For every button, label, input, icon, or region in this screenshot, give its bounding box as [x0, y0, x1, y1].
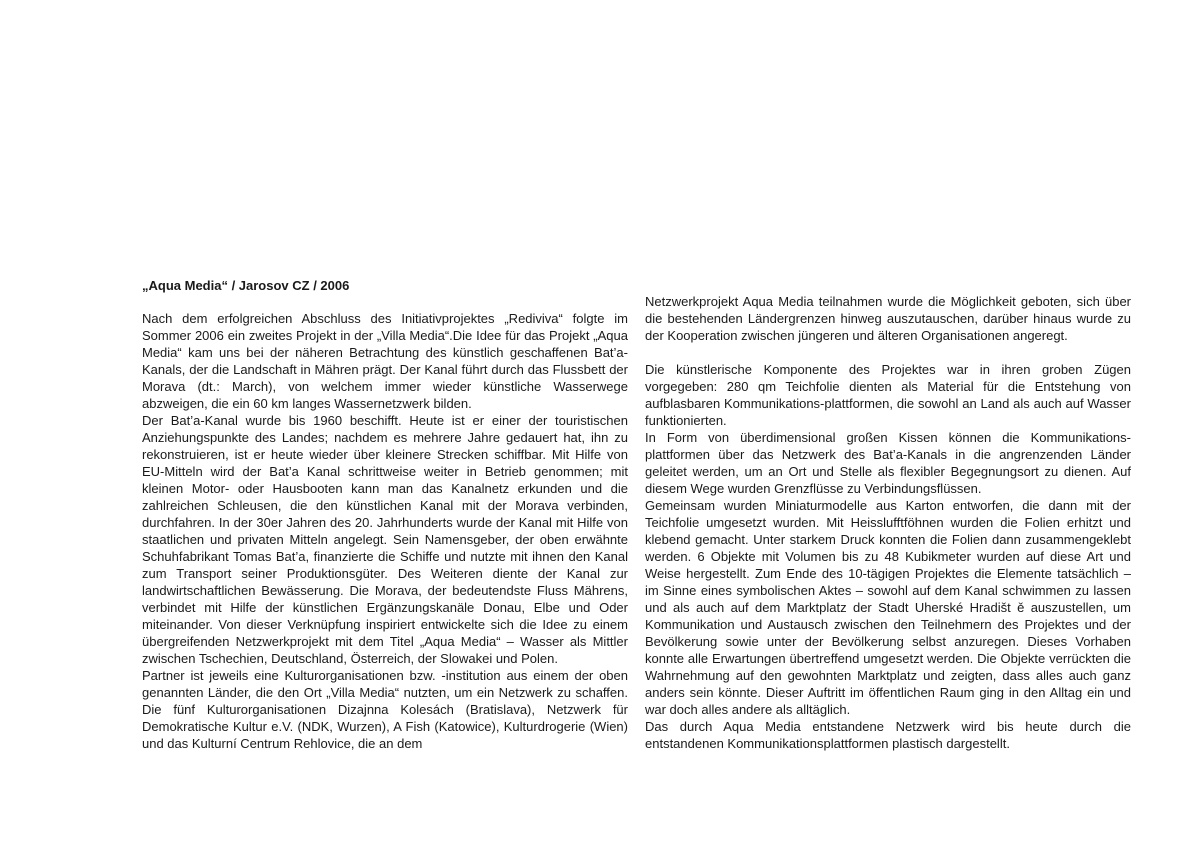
paragraph-artistic-component: Die künstlerische Komponente des Projektes war in ihren groben Zügen vorgegeben: 280 qm Teichfolie dienten als Material für die Entstehung von aufblasbaren Kommunikations-plattformen, die sowohl an Land als auch auf Wasser funktionierten.	[645, 362, 1131, 428]
paragraph-bata-canal: Der Bat’a-Kanal wurde bis 1960 beschifft. Heute ist er einer der touristischen Anziehungspunkte des Landes; nachdem es mehrere Jahre gedauert hat, ihn zu rekonstruieren, ist er heute wieder über kleinere Strecken schiffbar. Mit Hilfe von EU-Mitteln wird der Bat’a Kanal schrittweise weiter in Betrieb genommen; mit kleinen Motor- oder Hausbooten kann man das Kanalnetz erkunden und die zahlreichen Schleusen, die den künstlichen Kanal mit der Morava verbinden, durchfahren. In der 30er Jahren des 20. Jahrhunderts wurde der Kanal mit Hilfe von staatlichen und privaten Mitteln angelegt. Sein Namensgeber, der oben erwähnte Schuhfabrikant Tomas Bat’a, finanzierte die Schiffe und nutzte mit ihnen den Kanal zum Transport seiner Produktionsgüter. Des Weiteren diente der Kanal zur landwirtschaftlichen Bewässerung. Die Morava, der bedeutendste Fluss Mährens, verbindet mit Hilfe der künstlichen Ergänzungskanäle Donau, Elbe und Oder miteinander. Von dieser Verknüpfung inspiriert entwickelte sich die Idee zu einem übergreifenden Netzwerkprojekt mit dem Titel „Aqua Media“ – Wasser als Mittler zwischen Tschechien, Deutschland, Österreich, der Slowakei und Polen.	[142, 413, 628, 666]
right-text-column	[645, 293, 1131, 752]
paragraph-cushions: In Form von überdimensional großen Kissen können die Kommunikations-plattformen über das Netzwerk des Bat’a-Kanals in die angrenzenden Länder geleitet werden, um an Ort und Stelle als flexibler Begegnungsort zu dienen. Auf diesem Wege wurden Grenzflüsse zu Verbindungsflüssen.	[645, 430, 1131, 496]
paragraph-models: Gemeinsam wurden Miniaturmodelle aus Karton entworfen, die dann mit der Teichfolie umgesetzt wurden. Mit Heisslufftföhnen wurden die Folien erhitzt und klebend gemacht. Unter starkem Druck konnten die Folien dann zusammengeklebt werden. 6 Objekte mit Volumen bis zu 48 Kubikmeter wurden auf diese Art und Weise hergestellt. Zum Ende des 10-tägigen Projektes die Elemente tatsächlich – im Sinne eines symbolischen Aktes – sowohl auf dem Kanal schwimmen zu lassen und als auch auf dem Marktplatz der Stadt Uherské Hradišt ě auszustellen, um Kommunikation und Austausch zwischen den Teilnehmern des Projektes und der Bevölkerung sowie unter der Bevölkerung selbst anzuregen. Dieses Vorhaben konnte alle Erwartungen übertreffend umgesetzt werden. Die Objekte verrückten die Wahrnehmung auf den gewohnten Marktplatz und zeigten, dass alles auch ganz anders sein könnte. Dieser Auftritt im öffentlichen Raum ging in den Alltag ein und war doch alles andere als alltäglich.	[645, 498, 1131, 717]
paragraph-partners: Partner ist jeweils eine Kulturorganisationen bzw. -institution aus einem der oben genannten Länder, die den Ort „Villa Media“ nutzten, um ein Netzwerk zu schaffen. Die fünf Kulturorganisationen Dizajnna Kolesách (Bratislava), Netzwerk für Demokratische Kultur e.V. (NDK, Wurzen), A Fish (Katowice), Kulturdrogerie (Wien) und das Kulturní Centrum Rehlovice, die an dem	[142, 668, 628, 751]
paragraph-intro: Nach dem erfolgreichen Abschluss des Initiativprojektes „Rediviva“ folgte im Sommer 2006 ein zweites Projekt in der „Villa Media“.Die Idee für das Projekt „Aqua Media“ kam uns bei der näheren Betrachtung des künstlich geschaffenen Bat’a-Kanals, der die Landschaft in Mähren prägt. Der Kanal führt durch das Flussbett der Morava (dt.: March), von welchem immer wieder künstliche Wasserwege abzweigen, die ein 60 km langes Wassernetzwerk bilden.	[142, 311, 628, 411]
paragraph-partners-continued: Netzwerkprojekt Aqua Media teilnahmen wurde die Möglichkeit geboten, sich über die bestehenden Ländergrenzen hinweg auszutauschen, darüber hinaus wurde zu der Kooperation zwischen jüngeren und älteren Organisationen angeregt.	[645, 294, 1131, 343]
paragraph-network: Das durch Aqua Media entstandene Netzwerk wird bis heute durch die entstandenen Kommunikationsplattformen plastisch dargestellt.	[645, 719, 1131, 751]
article-title: „Aqua Media“ / Jarosov CZ / 2006	[142, 278, 350, 293]
left-text-column	[142, 310, 628, 752]
